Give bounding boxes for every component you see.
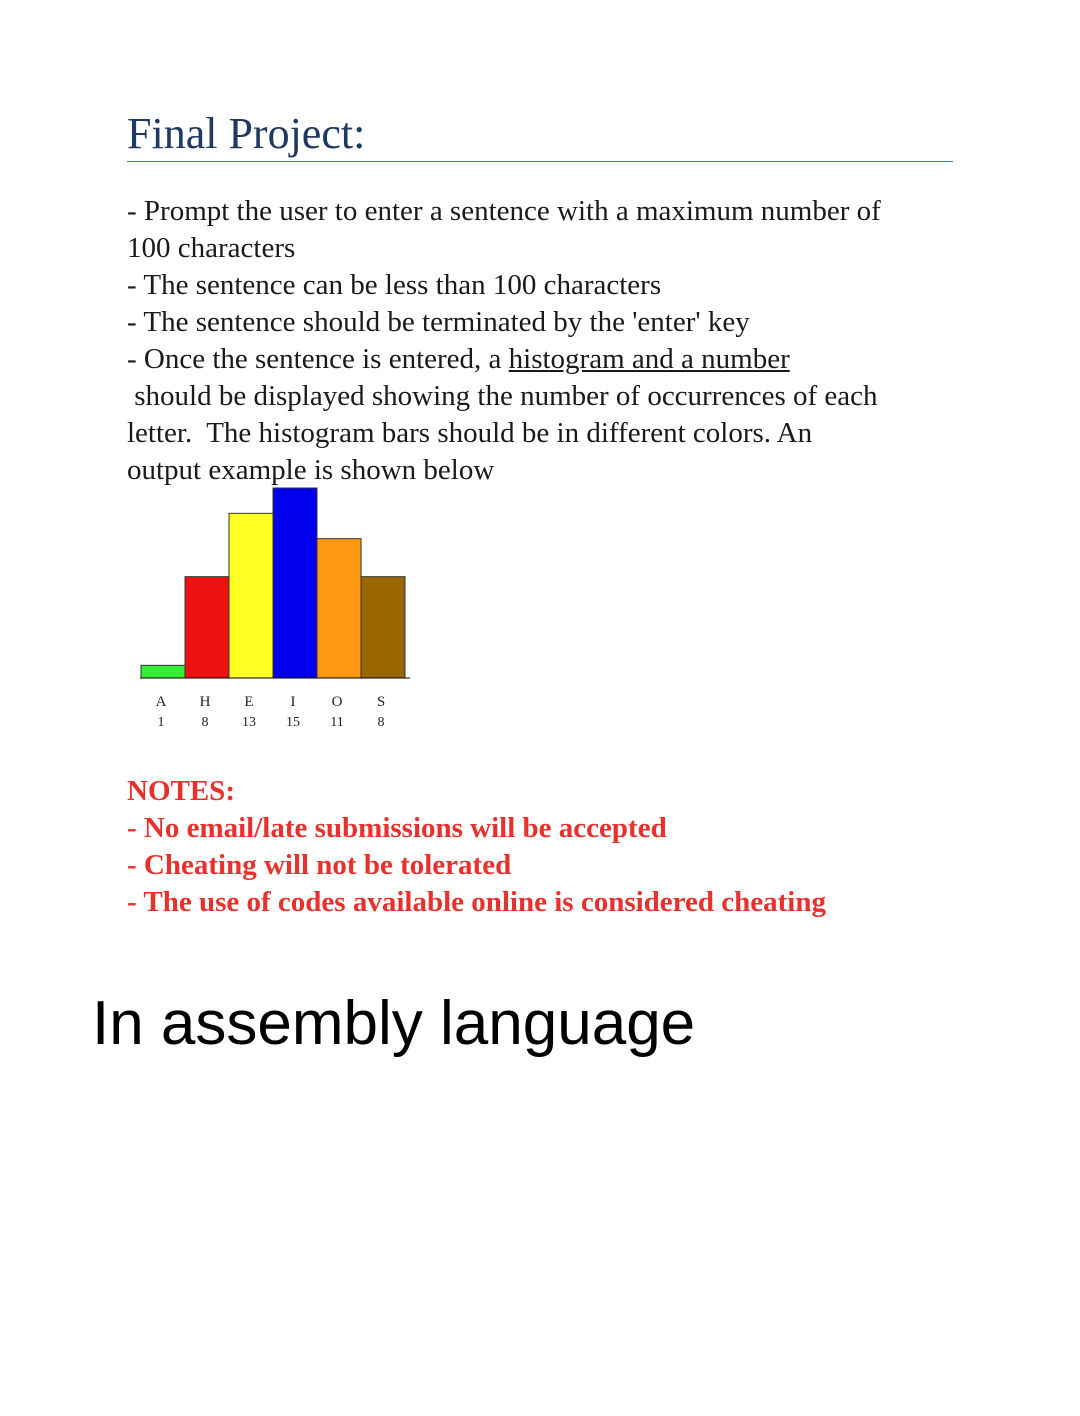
value-label-h: 8 [201,715,209,730]
value-label-s: 8 [377,715,385,730]
text-line-2: 100 characters [127,232,296,264]
footer-text: In assembly language [92,989,696,1058]
value-label-a: 1 [157,715,165,730]
value-label-o: 11 [330,715,344,730]
title-rule [127,161,953,162]
category-label-h: H [199,694,211,710]
text-line-4: - The sentence should be terminated by the 'enter' key [127,306,750,338]
category-label-a: A [155,694,167,710]
page-title: Final Project: [127,109,366,158]
text-line-5 [127,341,790,378]
bar-s [361,577,405,678]
category-label-i: I [290,694,296,710]
bar-e [229,513,273,678]
underlined-histogram-phrase: histogram and a number [508,343,790,375]
text-line-5-prefix: - Once the sentence is entered, a [127,343,509,375]
histogram-chart [130,480,430,740]
note-item-3: - The use of codes available online is considered cheating [127,886,826,918]
bar-i [273,488,317,678]
text-line-7: letter. The histogram bars should be in different colors. An [127,417,813,449]
bar-a [141,665,185,678]
value-label-i: 15 [286,715,300,730]
text-line-8: output example is shown below [127,454,495,486]
notes-heading: NOTES: [127,775,235,807]
text-line-6: should be displayed showing the number of occurrences of each [127,380,878,412]
bar-o [317,539,361,678]
note-item-2: - Cheating will not be tolerated [127,849,512,881]
value-label-e: 13 [242,715,256,730]
category-label-e: E [244,694,254,710]
category-label-o: O [331,694,343,710]
bar-h [185,577,229,678]
category-label-s: S [376,694,386,710]
text-line-1: - Prompt the user to enter a sentence with a maximum number of [127,195,881,227]
text-line-3: - The sentence can be less than 100 characters [127,269,662,301]
note-item-1: - No email/late submissions will be accepted [127,812,667,844]
